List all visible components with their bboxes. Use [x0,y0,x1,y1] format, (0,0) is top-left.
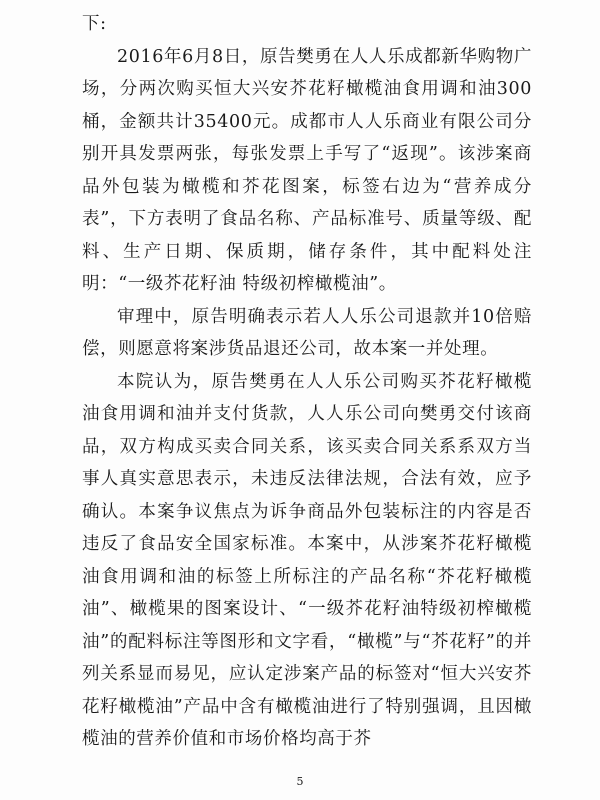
paragraph-continuation: 下: [82,14,107,34]
paragraph-purchase-facts: 2016年6月8日，原告樊勇在人人乐成都新华购物广场，分两次购买恒大兴安芥花籽橄榄油食用调和油300桶，金额共计35400元。成都市人人乐商业有限公司分别开具发票两张，每张发票上手写了“返现”。该涉案商品外包装为橄榄和芥花图案，标签右边为“营养成分表”，下方表明了食品名称、产品标准号、质量等级、配料、生产日期、保质期，储存条件，其中配料处注明：“一级芥花籽油 特级初榨橄榄油”。 [82,46,532,294]
document-body [82,8,532,756]
page-number: 5 [296,775,304,788]
paragraph-trial-statement: 审理中，原告明确表示若人人乐公司退款并10倍赔偿，则愿意将案涉货品退还公司，故本案一并处理。 [82,306,532,359]
paragraph-court-opinion: 本院认为，原告樊勇在人人乐公司购买芥花籽橄榄油食用调和油并支付货款，人人乐公司向樊勇交付该商品，双方构成买卖合同关系，该买卖合同关系系双方当事人真实意思表示，未违反法律法规，合法有效，应予确认。本案争议焦点为诉争商品外包装标注的内容是否违反了食品安全国家标准。本案中，从涉案芥花籽橄榄油食用调和油的标签上所标注的产品名称“芥花籽橄榄油”、橄榄果的图案设计、“一级芥花籽油特级初榨橄榄油”的配料标注等图形和文字看，“橄榄”与“芥花籽”的并列关系显而易见，应认定涉案产品的标签对“恒大兴安芥花籽橄榄油”产品中含有橄榄油进行了特别强调，且因橄榄油的营养价值和市场价格均高于芥 [82,371,532,749]
